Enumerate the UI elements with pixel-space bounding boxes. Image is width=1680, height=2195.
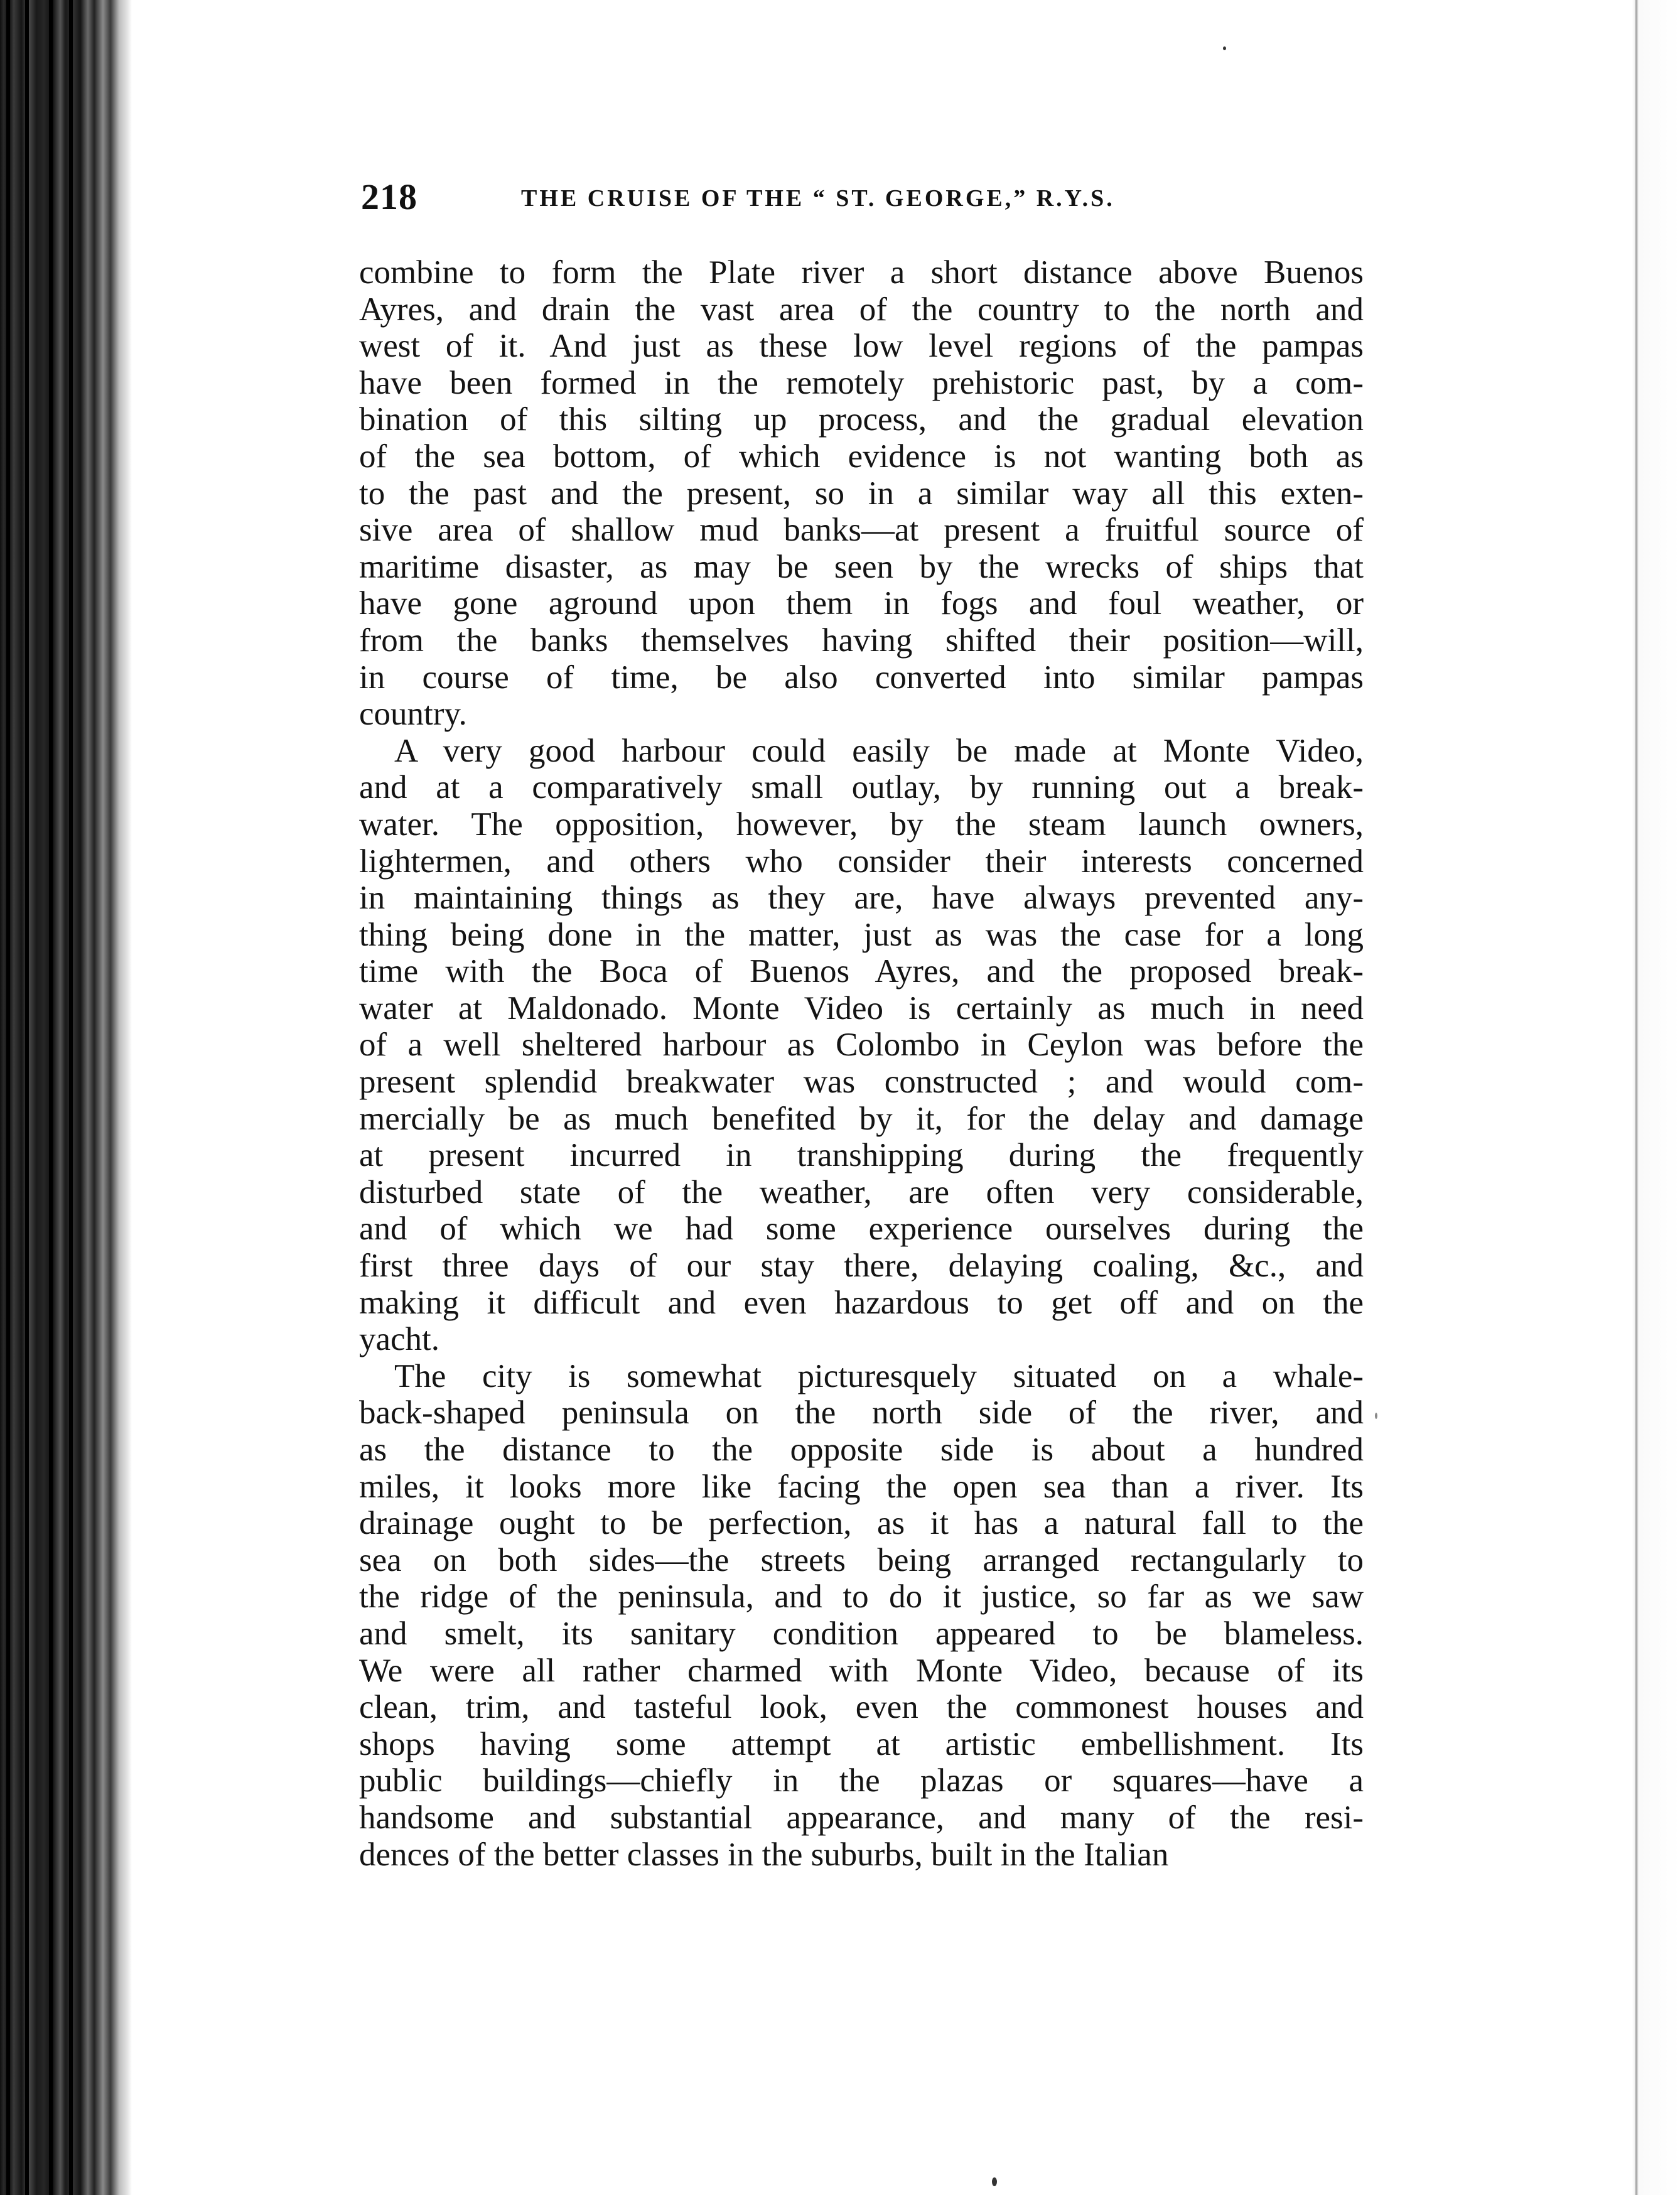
text-line: sea on both sides—the streets being arranged rectangularly to [359,1541,1364,1578]
text-line: as the distance to the opposite side is about a hundred [359,1432,1364,1468]
text-line: sive area of shallow mud banks—at present a fruitful source of [359,512,1364,549]
text-line: miles, it looks more like facing the open sea than a river. Its [359,1468,1364,1505]
text-line: mercially be as much benefited by it, for the delay and damage [359,1100,1364,1137]
page-header [361,176,1378,226]
body-text [359,254,1364,1873]
text-line: at present incurred in transhipping during the frequently [359,1137,1364,1174]
text-line: first three days of our stay there, delaying coaling, &c., and [359,1248,1364,1285]
text-line: have been formed in the remotely prehistoric past, by a com- [359,364,1364,401]
text-line: water at Maldonado. Monte Video is certainly as much in need [359,990,1364,1027]
book-spine-edge [0,0,132,2195]
page-number: 218 [361,176,417,217]
text-line: and of which we had some experience ourselves during the [359,1211,1364,1248]
text-line: public buildings—chiefly in the plazas or squares—have a [359,1762,1364,1799]
text-line: from the banks themselves having shifted their position—will, [359,622,1364,659]
text-line: in maintaining things as they are, have always prevented any- [359,880,1364,917]
text-line: drainage ought to be perfection, as it has a natural fall to the [359,1505,1364,1542]
text-line: the ridge of the peninsula, and to do it justice, so far as we saw [359,1578,1364,1615]
spine-line [49,0,53,2195]
text-line: to the past and the present, so in a similar way all this exten- [359,475,1364,512]
text-line: dences of the better classes in the suburbs, built in the Italian [359,1836,1169,1873]
text-line: yacht. [359,1321,440,1358]
text-line: combine to form the Plate river a short distance above Buenos [359,254,1364,291]
paragraph [359,1358,1364,1873]
text-line: making it difficult and even hazardous to get off and on the [359,1284,1364,1321]
text-line: Ayres, and drain the vast area of the country to the north and [359,291,1364,328]
text-line: disturbed state of the weather, are often very considerable, [359,1173,1364,1211]
text-line: The city is somewhat picturesquely situated on a whale- [394,1357,1364,1394]
text-line: lightermen, and others who consider their interests concerned [359,843,1364,880]
scan-speck [1223,46,1226,50]
text-line: present splendid breakwater was constructed ; and would com- [359,1064,1364,1101]
page-right-edge [1632,0,1680,2195]
text-line: clean, trim, and tasteful look, even the commonest houses and [359,1689,1364,1726]
text-line: and at a comparatively small outlay, by running out a break- [359,769,1364,806]
paragraph [359,254,1364,733]
text-line: shops having some attempt at artistic embellishment. Its [359,1725,1364,1762]
spine-line [25,0,29,2195]
text-line: and smelt, its sanitary condition appeared to be blameless. [359,1615,1364,1652]
text-line: west of it. And just as these low level regions of the pampas [359,328,1364,365]
text-line: A very good harbour could easily be made at Monte Video, [394,732,1364,769]
text-line: maritime disaster, as may be seen by the wrecks of ships that [359,548,1364,585]
running-title: THE CRUISE OF THE “ ST. GEORGE,” R.Y.S. [521,185,1115,212]
text-line: water. The opposition, however, by the steam launch owners, [359,806,1364,843]
paragraph [359,733,1364,1358]
scan-speck [1375,1413,1377,1419]
text-line: back-shaped peninsula on the north side of the river, and [359,1394,1364,1432]
text-line: in course of time, be also converted into similar pampas [359,659,1364,696]
text-line: time with the Boca of Buenos Ayres, and the proposed break- [359,953,1364,990]
text-line: have gone aground upon them in fogs and foul weather, or [359,585,1364,622]
text-line: handsome and substantial appearance, and many of the resi- [359,1799,1364,1836]
text-line: thing being done in the matter, just as was the case for a long [359,916,1364,953]
scan-speck [992,2177,997,2186]
text-line: of the sea bottom, of which evidence is not wanting both as [359,438,1364,475]
text-line: bination of this silting up process, and the gradual elevation [359,401,1364,438]
text-line: country. [359,696,467,733]
text-line: We were all rather charmed with Monte Video, because of its [359,1652,1364,1689]
text-line: of a well sheltered harbour as Colombo in Ceylon was before the [359,1027,1364,1064]
spine-line [6,0,10,2195]
spine-line [69,0,73,2195]
